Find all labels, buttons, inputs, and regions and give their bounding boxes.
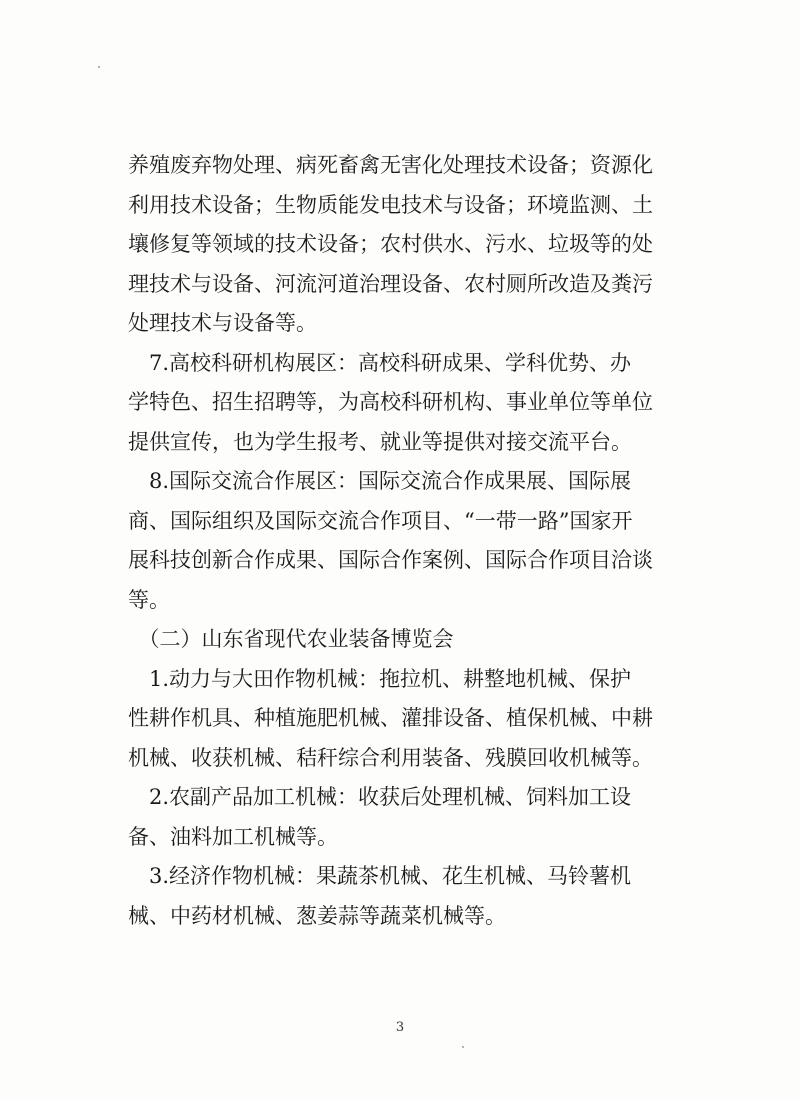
text-line: 学特色、招生招聘等，为高校科研机构、事业单位等单位 [128, 390, 653, 414]
text-line: 8.国际交流合作展区：国际交流合作成果展、国际展 [128, 469, 632, 493]
text-line: 等。 [128, 587, 170, 612]
scan-speck [98, 66, 100, 68]
text-line: 械、中药材机械、葱姜蒜等蔬菜机械等。 [128, 903, 506, 928]
text-line: 机械、收获机械、秸秆综合利用装备、残膜回收机械等。 [128, 745, 653, 770]
text-line: 展科技创新合作成果、国际合作案例、国际合作项目洽谈 [128, 548, 653, 572]
text-line: 利用技术设备；生物质能发电技术与设备；环境监测、土 [128, 192, 653, 217]
text-line: 提供宣传，也为学生报考、就业等提供对接交流平台。 [128, 429, 632, 454]
text-line: 1.动力与大田作物机械：拖拉机、耕整地机械、保护 [128, 666, 632, 691]
scan-speck [462, 1046, 464, 1048]
text-line: 性耕作机具、种植施肥机械、灌排设备、植保机械、中耕 [128, 706, 653, 730]
text-line: 商、国际组织及国际交流合作项目、“一带一路”国家开 [128, 508, 633, 533]
text-line: 备、油料加工机械等。 [128, 824, 338, 849]
text-line: 养殖废弃物处理、病死畜禽无害化处理技术设备；资源化 [128, 153, 653, 177]
text-line: 壤修复等领域的技术设备；农村供水、污水、垃圾等的处 [128, 232, 653, 256]
text-line: 理技术与设备、河流河道治理设备、农村厕所改造及粪污 [128, 271, 653, 296]
text-line: 处理技术与设备等。 [128, 311, 317, 335]
text-line: 7.高校科研机构展区：高校科研成果、学科优势、办 [128, 350, 632, 375]
body-text [128, 146, 668, 936]
section-heading: （二）山东省现代农业装备博览会 [128, 627, 454, 651]
page-number: 3 [395, 1020, 405, 1035]
text-line: 3.经济作物机械：果蔬茶机械、花生机械、马铃薯机 [128, 864, 632, 888]
text-line: 2.农副产品加工机械：收获后处理机械、饲料加工设 [128, 785, 632, 809]
